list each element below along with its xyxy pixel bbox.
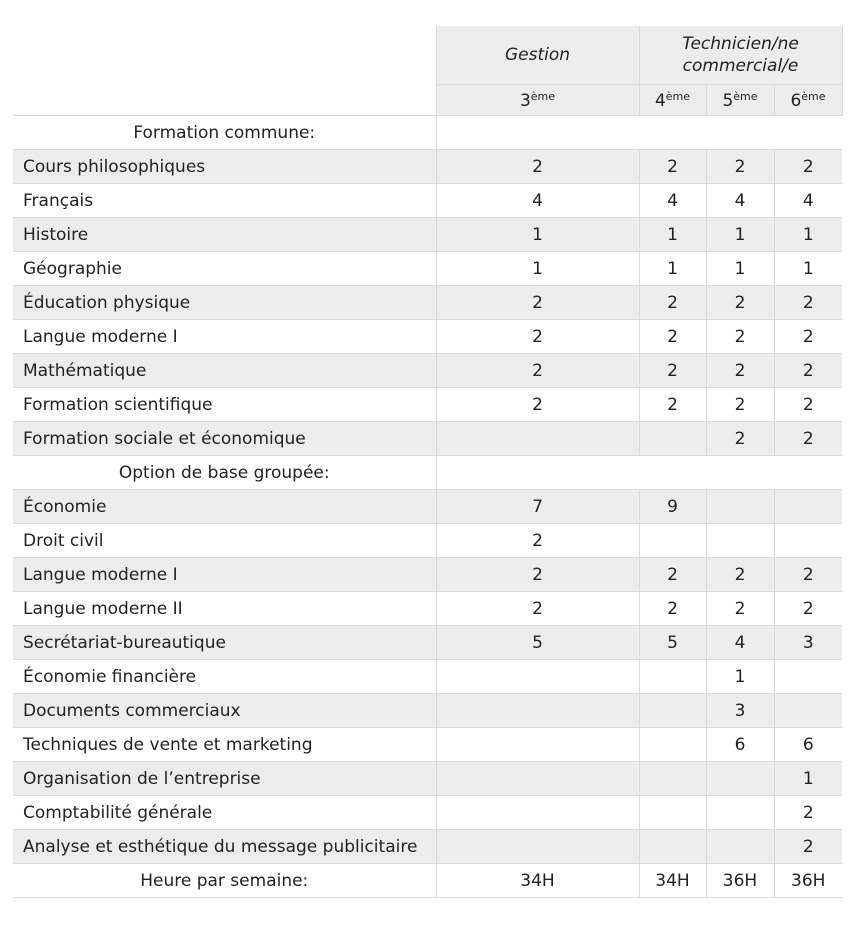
header-technicien: Technicien/ne commercial/e <box>639 26 842 85</box>
hours-cell: 2 <box>706 422 774 456</box>
table-row <box>13 694 842 728</box>
table-row <box>13 354 842 388</box>
course-label: Comptabilité générale <box>13 796 436 830</box>
course-label: Formation scientifique <box>13 388 436 422</box>
course-label: Droit civil <box>13 524 436 558</box>
hours-cell: 2 <box>639 592 706 626</box>
table-row <box>13 490 842 524</box>
hours-cell <box>706 490 774 524</box>
year-number: 6 <box>790 90 802 111</box>
hours-cell <box>436 762 639 796</box>
hours-cell: 2 <box>706 320 774 354</box>
course-label: Économie financière <box>13 660 436 694</box>
table-row <box>13 558 842 592</box>
course-label: Géographie <box>13 252 436 286</box>
hours-cell <box>639 762 706 796</box>
total-hours-cell: 34H <box>436 864 639 898</box>
year-number: 5 <box>722 90 734 111</box>
year-number: 4 <box>654 90 666 111</box>
year-header-3 <box>436 85 639 116</box>
hours-cell <box>706 796 774 830</box>
hours-cell: 2 <box>706 388 774 422</box>
hours-cell: 5 <box>639 626 706 660</box>
year-suffix: ème <box>733 89 758 103</box>
hours-cell: 2 <box>639 150 706 184</box>
hours-cell: 1 <box>639 252 706 286</box>
hours-cell: 1 <box>774 252 842 286</box>
hours-cell: 2 <box>639 354 706 388</box>
year-number: 3 <box>519 90 531 111</box>
hours-cell: 2 <box>436 524 639 558</box>
hours-cell: 2 <box>706 558 774 592</box>
hours-cell: 2 <box>436 320 639 354</box>
hours-cell: 2 <box>706 150 774 184</box>
course-label: Français <box>13 184 436 218</box>
hours-cell: 2 <box>774 422 842 456</box>
hours-cell: 2 <box>706 286 774 320</box>
hours-cell: 2 <box>639 388 706 422</box>
table-row <box>13 728 842 762</box>
course-label: Histoire <box>13 218 436 252</box>
hours-cell <box>639 524 706 558</box>
hours-cell <box>639 728 706 762</box>
year-suffix: ème <box>530 89 556 103</box>
hours-cell: 2 <box>774 150 842 184</box>
year-header-4 <box>639 85 706 116</box>
hours-cell <box>774 524 842 558</box>
hours-cell <box>436 796 639 830</box>
table-row <box>13 524 842 558</box>
hours-cell: 2 <box>774 558 842 592</box>
total-hours-cell: 36H <box>774 864 842 898</box>
hours-cell: 2 <box>436 354 639 388</box>
table-row <box>13 422 842 456</box>
hours-cell: 7 <box>436 490 639 524</box>
total-row <box>13 864 842 898</box>
hours-cell: 2 <box>436 150 639 184</box>
hours-cell: 2 <box>774 320 842 354</box>
total-hours-cell: 34H <box>639 864 706 898</box>
hours-cell: 4 <box>639 184 706 218</box>
table-row <box>13 592 842 626</box>
section-option-base-blank <box>436 456 842 490</box>
table-row <box>13 762 842 796</box>
hours-cell <box>706 762 774 796</box>
course-label: Économie <box>13 490 436 524</box>
course-label: Secrétariat-bureautique <box>13 626 436 660</box>
section-formation-commune-blank <box>436 116 842 150</box>
year-header-6 <box>774 85 842 116</box>
hours-cell: 2 <box>436 388 639 422</box>
hours-cell: 3 <box>706 694 774 728</box>
course-label: Éducation physique <box>13 286 436 320</box>
table-row <box>13 218 842 252</box>
hours-cell: 2 <box>639 286 706 320</box>
year-suffix: ème <box>801 89 826 103</box>
course-label: Langue moderne II <box>13 592 436 626</box>
course-label: Mathématique <box>13 354 436 388</box>
hours-cell: 2 <box>774 354 842 388</box>
section-formation-commune <box>13 116 842 150</box>
hours-cell: 2 <box>774 286 842 320</box>
hours-cell: 1 <box>706 660 774 694</box>
total-hours-cell: 36H <box>706 864 774 898</box>
hours-cell: 2 <box>436 592 639 626</box>
total-label: Heure par semaine: <box>13 864 436 898</box>
course-label: Documents commerciaux <box>13 694 436 728</box>
hours-cell <box>639 796 706 830</box>
hours-cell <box>639 660 706 694</box>
hours-cell: 6 <box>774 728 842 762</box>
hours-cell: 1 <box>639 218 706 252</box>
hours-cell <box>639 830 706 864</box>
table-row <box>13 796 842 830</box>
hours-cell: 2 <box>774 592 842 626</box>
course-label: Langue moderne I <box>13 558 436 592</box>
table-row <box>13 150 842 184</box>
hours-cell: 2 <box>639 320 706 354</box>
hours-cell: 4 <box>774 184 842 218</box>
hours-cell: 5 <box>436 626 639 660</box>
hours-cell <box>774 694 842 728</box>
section-formation-commune-title: Formation commune: <box>13 116 436 150</box>
section-option-base <box>13 456 842 490</box>
timetable-container <box>13 26 842 898</box>
hours-cell <box>436 830 639 864</box>
course-label: Organisation de l’entreprise <box>13 762 436 796</box>
table-row <box>13 388 842 422</box>
hours-cell <box>639 694 706 728</box>
year-suffix: ème <box>665 89 691 103</box>
hours-cell: 1 <box>436 218 639 252</box>
course-hours-table <box>13 26 843 898</box>
hours-cell: 9 <box>639 490 706 524</box>
hours-cell: 1 <box>774 762 842 796</box>
table-row <box>13 184 842 218</box>
header-blank-cell <box>13 26 436 116</box>
course-label: Techniques de vente et marketing <box>13 728 436 762</box>
header-gestion: Gestion <box>436 26 639 85</box>
hours-cell: 4 <box>706 626 774 660</box>
course-label: Langue moderne I <box>13 320 436 354</box>
hours-cell: 2 <box>774 830 842 864</box>
hours-cell <box>774 660 842 694</box>
hours-cell <box>436 728 639 762</box>
hours-cell <box>706 830 774 864</box>
section-option-base-title: Option de base groupée: <box>13 456 436 490</box>
table-row <box>13 320 842 354</box>
hours-cell: 4 <box>706 184 774 218</box>
hours-cell: 2 <box>706 354 774 388</box>
hours-cell: 2 <box>774 388 842 422</box>
table-row <box>13 626 842 660</box>
hours-cell: 2 <box>639 558 706 592</box>
hours-cell: 1 <box>706 218 774 252</box>
hours-cell <box>436 694 639 728</box>
table-row <box>13 830 842 864</box>
hours-cell <box>436 660 639 694</box>
table-row <box>13 252 842 286</box>
hours-cell <box>774 490 842 524</box>
hours-cell: 2 <box>436 286 639 320</box>
hours-cell <box>639 422 706 456</box>
hours-cell: 3 <box>774 626 842 660</box>
hours-cell: 1 <box>706 252 774 286</box>
hours-cell: 1 <box>774 218 842 252</box>
hours-cell: 1 <box>436 252 639 286</box>
hours-cell: 2 <box>436 558 639 592</box>
year-header-5 <box>706 85 774 116</box>
hours-cell <box>706 524 774 558</box>
table-row <box>13 660 842 694</box>
hours-cell <box>436 422 639 456</box>
course-label: Formation sociale et économique <box>13 422 436 456</box>
hours-cell: 2 <box>706 592 774 626</box>
table-body <box>13 116 842 898</box>
hours-cell: 6 <box>706 728 774 762</box>
table-row <box>13 286 842 320</box>
hours-cell: 2 <box>774 796 842 830</box>
course-label: Analyse et esthétique du message publicitaire <box>13 830 436 864</box>
course-label: Cours philosophiques <box>13 150 436 184</box>
hours-cell: 4 <box>436 184 639 218</box>
